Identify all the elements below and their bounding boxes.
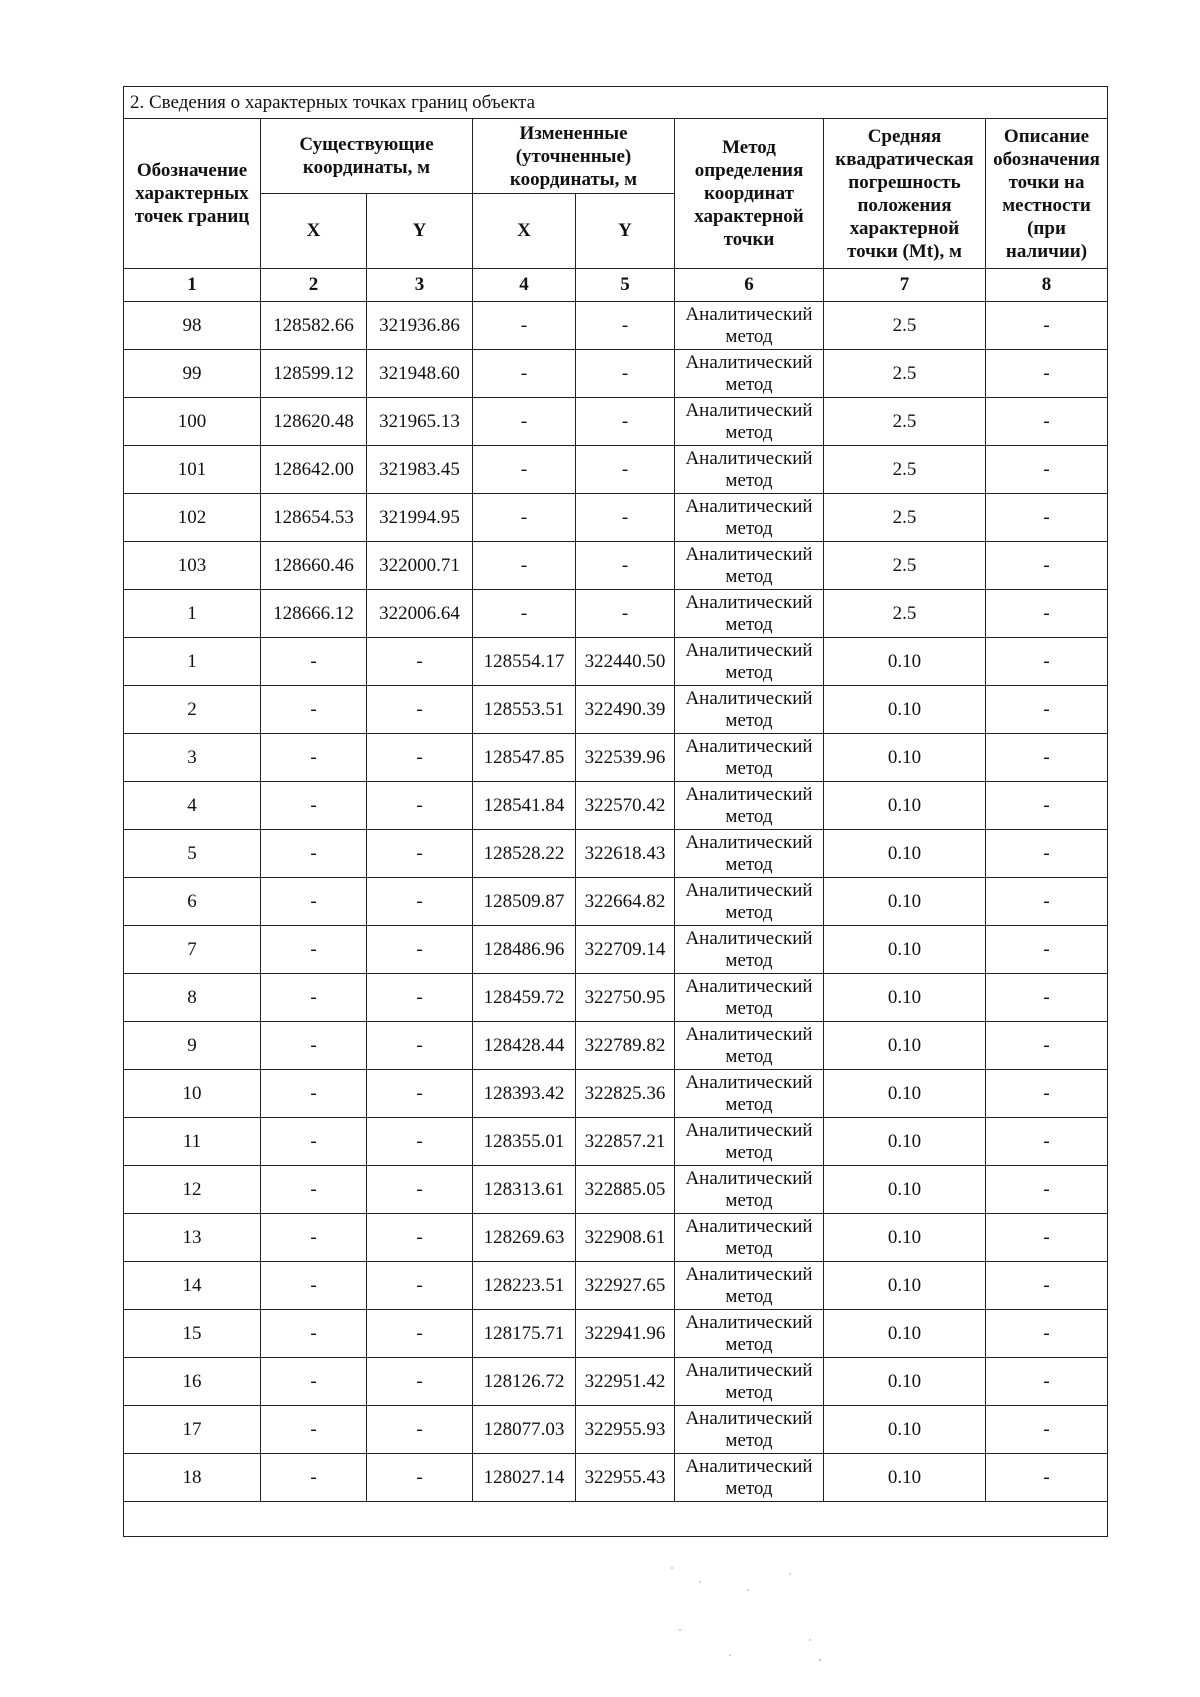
header-changed-coordinates: Измененные (уточненные) координаты, м bbox=[473, 119, 675, 194]
cell-point-designation: 14 bbox=[124, 1262, 261, 1310]
cell-existing-y: - bbox=[367, 1214, 473, 1262]
table-row bbox=[124, 1406, 1108, 1454]
cell-existing-y: - bbox=[367, 974, 473, 1022]
cell-point-designation: 12 bbox=[124, 1166, 261, 1214]
cell-changed-x: - bbox=[473, 398, 576, 446]
cell-method bbox=[675, 878, 824, 926]
cell-changed-x: 128077.03 bbox=[473, 1406, 576, 1454]
cell-changed-x: 128223.51 bbox=[473, 1262, 576, 1310]
cell-existing-x: - bbox=[261, 1214, 367, 1262]
method-line-1: Аналитический bbox=[685, 1359, 813, 1381]
cell-changed-x: 128175.71 bbox=[473, 1310, 576, 1358]
cell-method bbox=[675, 350, 824, 398]
cell-description: - bbox=[986, 1214, 1108, 1262]
cell-description: - bbox=[986, 926, 1108, 974]
cell-method bbox=[675, 974, 824, 1022]
table-row bbox=[124, 446, 1108, 494]
method-line-1: Аналитический bbox=[685, 543, 813, 565]
cell-existing-y: 322000.71 bbox=[367, 542, 473, 590]
cell-point-designation: 6 bbox=[124, 878, 261, 926]
method-line-2: метод bbox=[725, 517, 773, 539]
cell-changed-x: 128355.01 bbox=[473, 1118, 576, 1166]
section-title: 2. Сведения о характерных точках границ объекта bbox=[124, 87, 1108, 119]
table-row bbox=[124, 1310, 1108, 1358]
method-line-1: Аналитический bbox=[685, 1455, 813, 1477]
cell-description: - bbox=[986, 974, 1108, 1022]
cell-method bbox=[675, 494, 824, 542]
cell-description: - bbox=[986, 830, 1108, 878]
cell-existing-x: - bbox=[261, 1262, 367, 1310]
method-line-2: метод bbox=[725, 709, 773, 731]
cell-description: - bbox=[986, 494, 1108, 542]
cell-point-designation: 16 bbox=[124, 1358, 261, 1406]
cell-method bbox=[675, 1070, 824, 1118]
cell-description: - bbox=[986, 446, 1108, 494]
method-line-2: метод bbox=[725, 757, 773, 779]
cell-changed-y: 322885.05 bbox=[576, 1166, 675, 1214]
cell-description: - bbox=[986, 398, 1108, 446]
table-row bbox=[124, 686, 1108, 734]
cell-existing-y: - bbox=[367, 1310, 473, 1358]
method-line-2: метод bbox=[725, 1141, 773, 1163]
method-line-1: Аналитический bbox=[685, 447, 813, 469]
cell-mean-error: 0.10 bbox=[824, 638, 986, 686]
method-line-2: метод bbox=[725, 901, 773, 923]
column-number: 4 bbox=[473, 269, 576, 302]
column-number: 7 bbox=[824, 269, 986, 302]
cell-description: - bbox=[986, 1358, 1108, 1406]
cell-description: - bbox=[986, 542, 1108, 590]
cell-mean-error: 0.10 bbox=[824, 1358, 986, 1406]
cell-existing-x: - bbox=[261, 830, 367, 878]
table-row bbox=[124, 1118, 1108, 1166]
method-line-1: Аналитический bbox=[685, 591, 813, 613]
column-number: 2 bbox=[261, 269, 367, 302]
method-line-2: метод bbox=[725, 661, 773, 683]
cell-existing-x: - bbox=[261, 878, 367, 926]
table-row bbox=[124, 1358, 1108, 1406]
table-row bbox=[124, 926, 1108, 974]
cell-point-designation: 5 bbox=[124, 830, 261, 878]
table-row bbox=[124, 734, 1108, 782]
method-line-1: Аналитический bbox=[685, 879, 813, 901]
cell-existing-x: - bbox=[261, 734, 367, 782]
method-line-1: Аналитический bbox=[685, 783, 813, 805]
cell-method bbox=[675, 686, 824, 734]
cell-method bbox=[675, 542, 824, 590]
cell-changed-x: 128428.44 bbox=[473, 1022, 576, 1070]
cell-point-designation: 10 bbox=[124, 1070, 261, 1118]
table-row bbox=[124, 494, 1108, 542]
table-row bbox=[124, 1070, 1108, 1118]
column-number: 1 bbox=[124, 269, 261, 302]
header-description: Описание обозначения точки на местности (при наличии) bbox=[986, 119, 1108, 269]
cell-description: - bbox=[986, 302, 1108, 350]
cell-point-designation: 17 bbox=[124, 1406, 261, 1454]
cell-changed-x: - bbox=[473, 542, 576, 590]
cell-method bbox=[675, 302, 824, 350]
cell-description: - bbox=[986, 590, 1108, 638]
method-line-2: метод bbox=[725, 1381, 773, 1403]
cell-changed-x: 128393.42 bbox=[473, 1070, 576, 1118]
cell-changed-y: - bbox=[576, 542, 675, 590]
cell-changed-x: 128547.85 bbox=[473, 734, 576, 782]
method-line-2: метод bbox=[725, 565, 773, 587]
method-line-1: Аналитический bbox=[685, 351, 813, 373]
cell-point-designation: 1 bbox=[124, 638, 261, 686]
cell-existing-y: - bbox=[367, 1262, 473, 1310]
method-line-1: Аналитический bbox=[685, 975, 813, 997]
cell-existing-y: - bbox=[367, 782, 473, 830]
cell-changed-x: 128459.72 bbox=[473, 974, 576, 1022]
cell-existing-x: - bbox=[261, 1310, 367, 1358]
cell-existing-x: 128599.12 bbox=[261, 350, 367, 398]
cell-mean-error: 0.10 bbox=[824, 830, 986, 878]
column-number: 6 bbox=[675, 269, 824, 302]
cell-point-designation: 18 bbox=[124, 1454, 261, 1502]
cell-existing-x: - bbox=[261, 1118, 367, 1166]
cell-existing-y: - bbox=[367, 1406, 473, 1454]
table-row bbox=[124, 1262, 1108, 1310]
cell-description: - bbox=[986, 1406, 1108, 1454]
cell-point-designation: 100 bbox=[124, 398, 261, 446]
cell-method bbox=[675, 398, 824, 446]
cell-existing-y: - bbox=[367, 1166, 473, 1214]
cell-method bbox=[675, 638, 824, 686]
method-line-2: метод bbox=[725, 469, 773, 491]
cell-method bbox=[675, 1406, 824, 1454]
header-existing-coordinates: Существующие координаты, м bbox=[261, 119, 473, 194]
method-line-1: Аналитический bbox=[685, 687, 813, 709]
cell-method bbox=[675, 830, 824, 878]
cell-changed-y: - bbox=[576, 494, 675, 542]
header-method: Метод определения координат характерной точки bbox=[675, 119, 824, 269]
cell-point-designation: 13 bbox=[124, 1214, 261, 1262]
cell-mean-error: 2.5 bbox=[824, 398, 986, 446]
method-line-2: метод bbox=[725, 1045, 773, 1067]
cell-existing-y: - bbox=[367, 638, 473, 686]
table-row bbox=[124, 1166, 1108, 1214]
cell-changed-x: 128554.17 bbox=[473, 638, 576, 686]
cell-mean-error: 0.10 bbox=[824, 1022, 986, 1070]
table-body bbox=[124, 302, 1108, 1502]
cell-changed-x: 128509.87 bbox=[473, 878, 576, 926]
cell-changed-y: 322955.43 bbox=[576, 1454, 675, 1502]
cell-changed-y: 322539.96 bbox=[576, 734, 675, 782]
cell-existing-x: - bbox=[261, 1166, 367, 1214]
cell-changed-y: 322941.96 bbox=[576, 1310, 675, 1358]
cell-mean-error: 2.5 bbox=[824, 542, 986, 590]
table-row bbox=[124, 830, 1108, 878]
boundary-points-table bbox=[123, 86, 1108, 1537]
cell-changed-y: 322789.82 bbox=[576, 1022, 675, 1070]
cell-mean-error: 0.10 bbox=[824, 1214, 986, 1262]
cell-existing-x: - bbox=[261, 926, 367, 974]
cell-changed-y: - bbox=[576, 302, 675, 350]
cell-changed-x: - bbox=[473, 302, 576, 350]
table-row bbox=[124, 1214, 1108, 1262]
cell-mean-error: 0.10 bbox=[824, 1070, 986, 1118]
cell-changed-x: 128313.61 bbox=[473, 1166, 576, 1214]
empty-footer-row bbox=[124, 1502, 1108, 1537]
cell-method bbox=[675, 1118, 824, 1166]
cell-changed-x: - bbox=[473, 590, 576, 638]
cell-point-designation: 11 bbox=[124, 1118, 261, 1166]
cell-mean-error: 0.10 bbox=[824, 1454, 986, 1502]
cell-changed-y: 322955.93 bbox=[576, 1406, 675, 1454]
cell-point-designation: 102 bbox=[124, 494, 261, 542]
method-line-2: метод bbox=[725, 1189, 773, 1211]
column-number: 3 bbox=[367, 269, 473, 302]
scan-specks-decoration bbox=[660, 1560, 840, 1680]
cell-point-designation: 98 bbox=[124, 302, 261, 350]
cell-method bbox=[675, 1310, 824, 1358]
cell-existing-y: - bbox=[367, 926, 473, 974]
cell-description: - bbox=[986, 350, 1108, 398]
cell-description: - bbox=[986, 1454, 1108, 1502]
cell-changed-y: 322440.50 bbox=[576, 638, 675, 686]
table-row bbox=[124, 1454, 1108, 1502]
cell-point-designation: 7 bbox=[124, 926, 261, 974]
cell-point-designation: 2 bbox=[124, 686, 261, 734]
cell-changed-y: - bbox=[576, 350, 675, 398]
cell-changed-x: 128553.51 bbox=[473, 686, 576, 734]
method-line-1: Аналитический bbox=[685, 1407, 813, 1429]
cell-changed-y: - bbox=[576, 590, 675, 638]
cell-method bbox=[675, 734, 824, 782]
cell-existing-x: 128666.12 bbox=[261, 590, 367, 638]
cell-mean-error: 2.5 bbox=[824, 302, 986, 350]
cell-point-designation: 15 bbox=[124, 1310, 261, 1358]
cell-changed-x: 128541.84 bbox=[473, 782, 576, 830]
method-line-1: Аналитический bbox=[685, 1119, 813, 1141]
cell-point-designation: 1 bbox=[124, 590, 261, 638]
cell-changed-y: 322857.21 bbox=[576, 1118, 675, 1166]
table-row bbox=[124, 782, 1108, 830]
method-line-2: метод bbox=[725, 853, 773, 875]
column-number: 5 bbox=[576, 269, 675, 302]
cell-existing-x: 128620.48 bbox=[261, 398, 367, 446]
method-line-2: метод bbox=[725, 421, 773, 443]
table-row bbox=[124, 1022, 1108, 1070]
cell-existing-x: 128660.46 bbox=[261, 542, 367, 590]
cell-mean-error: 0.10 bbox=[824, 1118, 986, 1166]
method-line-2: метод bbox=[725, 805, 773, 827]
cell-existing-y: - bbox=[367, 1454, 473, 1502]
cell-description: - bbox=[986, 638, 1108, 686]
cell-existing-x: - bbox=[261, 782, 367, 830]
cell-description: - bbox=[986, 1262, 1108, 1310]
cell-changed-y: - bbox=[576, 398, 675, 446]
method-line-1: Аналитический bbox=[685, 1167, 813, 1189]
cell-changed-x: 128486.96 bbox=[473, 926, 576, 974]
method-line-2: метод bbox=[725, 1237, 773, 1259]
cell-description: - bbox=[986, 686, 1108, 734]
cell-changed-y: 322709.14 bbox=[576, 926, 675, 974]
table-row bbox=[124, 878, 1108, 926]
cell-description: - bbox=[986, 878, 1108, 926]
method-line-1: Аналитический bbox=[685, 1263, 813, 1285]
cell-description: - bbox=[986, 1310, 1108, 1358]
cell-existing-x: - bbox=[261, 686, 367, 734]
cell-method bbox=[675, 446, 824, 494]
cell-point-designation: 99 bbox=[124, 350, 261, 398]
cell-changed-y: 322664.82 bbox=[576, 878, 675, 926]
cell-existing-x: - bbox=[261, 1022, 367, 1070]
table-row bbox=[124, 398, 1108, 446]
cell-existing-x: 128654.53 bbox=[261, 494, 367, 542]
cell-mean-error: 2.5 bbox=[824, 446, 986, 494]
method-line-2: метод bbox=[725, 1429, 773, 1451]
cell-method bbox=[675, 1022, 824, 1070]
table-row bbox=[124, 590, 1108, 638]
header-point-designation: Обозначение характерных точек границ bbox=[124, 119, 261, 269]
cell-existing-y: - bbox=[367, 878, 473, 926]
cell-changed-y: 322908.61 bbox=[576, 1214, 675, 1262]
method-line-1: Аналитический bbox=[685, 303, 813, 325]
cell-mean-error: 0.10 bbox=[824, 1310, 986, 1358]
method-line-2: метод bbox=[725, 949, 773, 971]
method-line-1: Аналитический bbox=[685, 495, 813, 517]
cell-existing-y: - bbox=[367, 686, 473, 734]
cell-changed-y: 322927.65 bbox=[576, 1262, 675, 1310]
header-changed-y: Y bbox=[576, 194, 675, 269]
cell-existing-x: - bbox=[261, 1454, 367, 1502]
cell-method bbox=[675, 1262, 824, 1310]
method-line-2: метод bbox=[725, 1093, 773, 1115]
cell-changed-x: - bbox=[473, 446, 576, 494]
column-number-row bbox=[124, 269, 1108, 302]
cell-existing-x: - bbox=[261, 974, 367, 1022]
method-line-2: метод bbox=[725, 373, 773, 395]
cell-changed-x: 128027.14 bbox=[473, 1454, 576, 1502]
method-line-2: метод bbox=[725, 613, 773, 635]
cell-existing-y: 321936.86 bbox=[367, 302, 473, 350]
cell-mean-error: 0.10 bbox=[824, 1166, 986, 1214]
cell-changed-y: 322618.43 bbox=[576, 830, 675, 878]
cell-changed-y: 322490.39 bbox=[576, 686, 675, 734]
cell-method bbox=[675, 782, 824, 830]
cell-changed-y: 322570.42 bbox=[576, 782, 675, 830]
method-line-2: метод bbox=[725, 1477, 773, 1499]
cell-description: - bbox=[986, 1022, 1108, 1070]
method-line-2: метод bbox=[725, 1333, 773, 1355]
cell-description: - bbox=[986, 734, 1108, 782]
cell-existing-y: - bbox=[367, 1070, 473, 1118]
header-existing-x: X bbox=[261, 194, 367, 269]
cell-changed-x: 128269.63 bbox=[473, 1214, 576, 1262]
table-row bbox=[124, 350, 1108, 398]
cell-existing-x: 128642.00 bbox=[261, 446, 367, 494]
cell-mean-error: 0.10 bbox=[824, 974, 986, 1022]
cell-existing-y: 321994.95 bbox=[367, 494, 473, 542]
method-line-2: метод bbox=[725, 325, 773, 347]
cell-mean-error: 0.10 bbox=[824, 686, 986, 734]
cell-mean-error: 0.10 bbox=[824, 926, 986, 974]
method-line-1: Аналитический bbox=[685, 735, 813, 757]
cell-existing-x: 128582.66 bbox=[261, 302, 367, 350]
table-row bbox=[124, 302, 1108, 350]
cell-existing-x: - bbox=[261, 1406, 367, 1454]
cell-changed-y: 322825.36 bbox=[576, 1070, 675, 1118]
cell-changed-x: 128528.22 bbox=[473, 830, 576, 878]
cell-description: - bbox=[986, 1118, 1108, 1166]
table-row bbox=[124, 638, 1108, 686]
cell-existing-y: 321965.13 bbox=[367, 398, 473, 446]
method-line-2: метод bbox=[725, 1285, 773, 1307]
cell-method bbox=[675, 1166, 824, 1214]
header-mean-error: Средняя квадратическая погрешность положения характерной точки (Mt), м bbox=[824, 119, 986, 269]
cell-mean-error: 2.5 bbox=[824, 494, 986, 542]
cell-mean-error: 0.10 bbox=[824, 734, 986, 782]
cell-point-designation: 3 bbox=[124, 734, 261, 782]
cell-existing-y: - bbox=[367, 1022, 473, 1070]
cell-mean-error: 2.5 bbox=[824, 350, 986, 398]
column-number: 8 bbox=[986, 269, 1108, 302]
method-line-1: Аналитический bbox=[685, 1215, 813, 1237]
cell-mean-error: 0.10 bbox=[824, 782, 986, 830]
cell-method bbox=[675, 1214, 824, 1262]
cell-method bbox=[675, 590, 824, 638]
cell-description: - bbox=[986, 1166, 1108, 1214]
cell-point-designation: 9 bbox=[124, 1022, 261, 1070]
cell-existing-y: 322006.64 bbox=[367, 590, 473, 638]
header-existing-y: Y bbox=[367, 194, 473, 269]
cell-mean-error: 0.10 bbox=[824, 878, 986, 926]
method-line-1: Аналитический bbox=[685, 1311, 813, 1333]
method-line-2: метод bbox=[725, 997, 773, 1019]
header-changed-x: X bbox=[473, 194, 576, 269]
cell-existing-x: - bbox=[261, 638, 367, 686]
method-line-1: Аналитический bbox=[685, 927, 813, 949]
table-row bbox=[124, 542, 1108, 590]
cell-point-designation: 8 bbox=[124, 974, 261, 1022]
cell-changed-x: - bbox=[473, 350, 576, 398]
cell-existing-y: 321983.45 bbox=[367, 446, 473, 494]
cell-existing-y: - bbox=[367, 830, 473, 878]
cell-existing-y: 321948.60 bbox=[367, 350, 473, 398]
cell-point-designation: 103 bbox=[124, 542, 261, 590]
cell-description: - bbox=[986, 782, 1108, 830]
cell-mean-error: 0.10 bbox=[824, 1262, 986, 1310]
cell-existing-x: - bbox=[261, 1358, 367, 1406]
cell-point-designation: 4 bbox=[124, 782, 261, 830]
cell-changed-y: - bbox=[576, 446, 675, 494]
cell-changed-y: 322750.95 bbox=[576, 974, 675, 1022]
cell-existing-y: - bbox=[367, 1358, 473, 1406]
cell-mean-error: 0.10 bbox=[824, 1406, 986, 1454]
cell-method bbox=[675, 1454, 824, 1502]
method-line-1: Аналитический bbox=[685, 399, 813, 421]
method-line-1: Аналитический bbox=[685, 639, 813, 661]
cell-existing-y: - bbox=[367, 734, 473, 782]
cell-changed-y: 322951.42 bbox=[576, 1358, 675, 1406]
cell-existing-x: - bbox=[261, 1070, 367, 1118]
cell-existing-y: - bbox=[367, 1118, 473, 1166]
cell-changed-x: 128126.72 bbox=[473, 1358, 576, 1406]
method-line-1: Аналитический bbox=[685, 1023, 813, 1045]
cell-mean-error: 2.5 bbox=[824, 590, 986, 638]
cell-method bbox=[675, 926, 824, 974]
cell-point-designation: 101 bbox=[124, 446, 261, 494]
method-line-1: Аналитический bbox=[685, 1071, 813, 1093]
cell-description: - bbox=[986, 1070, 1108, 1118]
cell-changed-x: - bbox=[473, 494, 576, 542]
cell-method bbox=[675, 1358, 824, 1406]
method-line-1: Аналитический bbox=[685, 831, 813, 853]
table-row bbox=[124, 974, 1108, 1022]
